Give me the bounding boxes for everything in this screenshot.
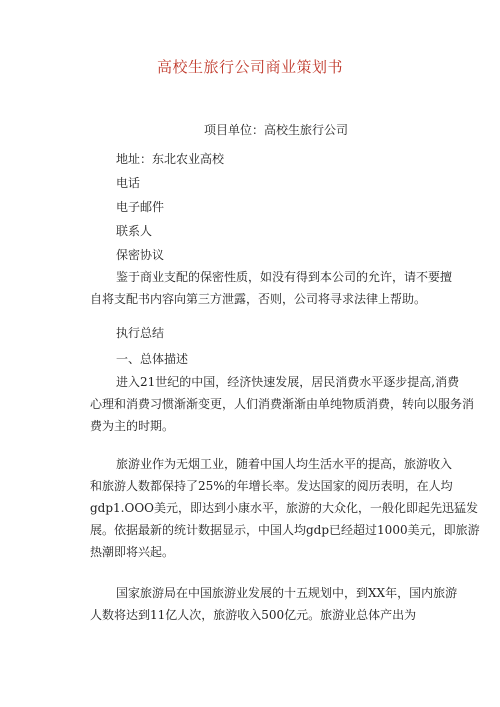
project-unit: 项目单位：高校生旅行公司: [204, 123, 349, 137]
paragraph-line: 费为主的时期。: [90, 419, 175, 433]
paragraph-line: 进入21世纪的中国，经济快速发展，居民消费水平逐步提高,消费: [116, 375, 460, 389]
contact-line: 联系人: [116, 224, 153, 238]
paragraph-line: 国家旅游局在中国旅游业发展的十五规划中，到XX年，国内旅游: [116, 586, 458, 600]
exec-summary-heading: 执行总结: [116, 326, 165, 340]
paragraph-line: 热潮即将兴起。: [90, 545, 175, 559]
paragraph-3: [90, 582, 458, 626]
paragraph-line: 人数将达到11亿人次，旅游收入500亿元。旅游业总体产出为: [90, 608, 417, 622]
paragraph-1: [90, 371, 475, 437]
paragraph-line: gdp1.OOO美元，即达到小康水平，旅游的大众化，一般化即起先迅猛发: [90, 501, 479, 515]
document-title: 高校生旅行公司商业策划书: [156, 58, 343, 76]
phone-line: 电话: [116, 176, 141, 190]
confidential-heading: 保密协议: [116, 248, 165, 262]
paragraph-line: 和旅游人数都保持了25%的年增长率。发达国家的阅历表明，在人均: [90, 479, 453, 493]
paragraph-line: 旅游业作为无烟工业，随着中国人均生活水平的提高，旅游收入: [116, 457, 453, 471]
email-line: 电子邮件: [116, 200, 165, 214]
address-line: 地址：东北农业高校: [116, 152, 225, 166]
confidential-paragraph: [90, 266, 453, 310]
paragraph-line: 鉴于商业支配的保密性质，如没有得到本公司的允许，请不要擅: [116, 270, 453, 284]
section-1-heading: 一、总体描述: [116, 352, 189, 366]
paragraph-line: 展。依据最新的统计数据显示，中国人均gdp已经超过1000美元，即旅游: [90, 523, 480, 537]
paragraph-line: 心理和消费习惯渐渐变更，人们消费渐渐由单纯物质消费，转向以服务消: [90, 397, 475, 411]
paragraph-2: [90, 453, 480, 563]
paragraph-line: 自将支配书内容向第三方泄露，否则，公司将寻求法律上帮助。: [90, 292, 427, 306]
